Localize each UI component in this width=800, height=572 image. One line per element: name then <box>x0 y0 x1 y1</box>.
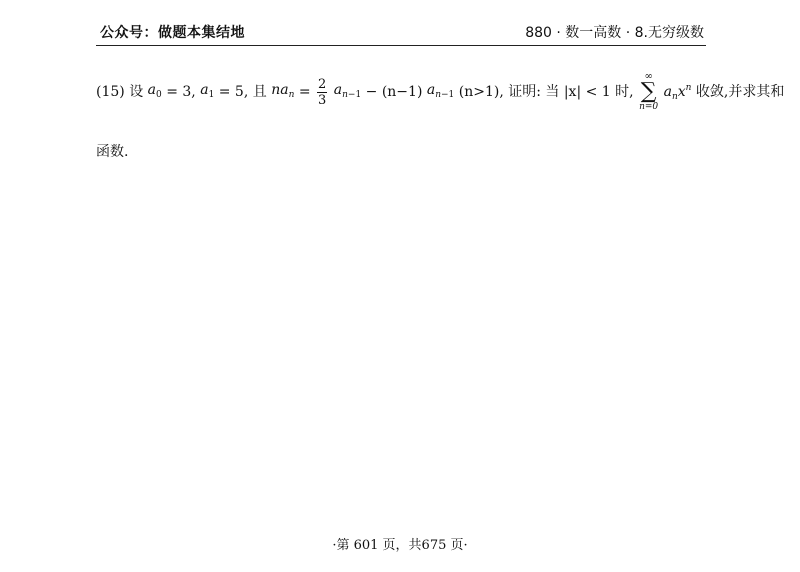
problem-line-1 <box>96 71 785 128</box>
problem-intro: 设 <box>129 84 144 100</box>
header-source: 公众号：做题本集结地 <box>100 25 245 41</box>
term-a-n-minus-1: $a_{n-1}$ <box>333 81 362 100</box>
page-header <box>100 22 704 44</box>
sum-lower-limit: n=0 <box>639 102 659 112</box>
term-n-an: $na_n$ <box>271 81 295 100</box>
fraction-numerator: 2 <box>318 76 327 92</box>
fraction-denominator: 3 <box>318 92 327 108</box>
minus-sign: − <box>365 84 378 100</box>
sum-upper-limit: ∞ <box>644 71 653 82</box>
problem-tail: 收敛,并求其和 <box>695 84 785 100</box>
paren-factor: (n−1) <box>381 84 423 100</box>
header-section: 880 · 数一高数 · 8.无穷级数 <box>525 25 704 41</box>
term-a-n-minus-1-second: $a_{n-1}$ <box>426 81 455 100</box>
sigma-symbol: ∑ <box>640 79 657 104</box>
equals-sign: = <box>298 84 311 100</box>
problem-continuation: 函数. <box>96 144 129 160</box>
term-a1: $a_1$ <box>200 81 215 100</box>
cond-a0-value: = 3, <box>166 84 196 100</box>
page-footer: ·第 601 页，共675 页· <box>332 538 468 553</box>
problem-number: (15) <box>96 84 125 100</box>
problem-15 <box>96 71 785 162</box>
range-condition: (n>1), 证明: 当 |x| < 1 时, <box>458 84 634 100</box>
header-rule <box>96 45 706 46</box>
term-an-xn: $a_nx^n$ <box>663 82 692 102</box>
term-a0: $a_0$ <box>147 81 162 100</box>
summation <box>639 72 658 112</box>
fraction-two-thirds <box>317 77 327 108</box>
cond-a1-value: = 5, 且 <box>218 84 267 100</box>
